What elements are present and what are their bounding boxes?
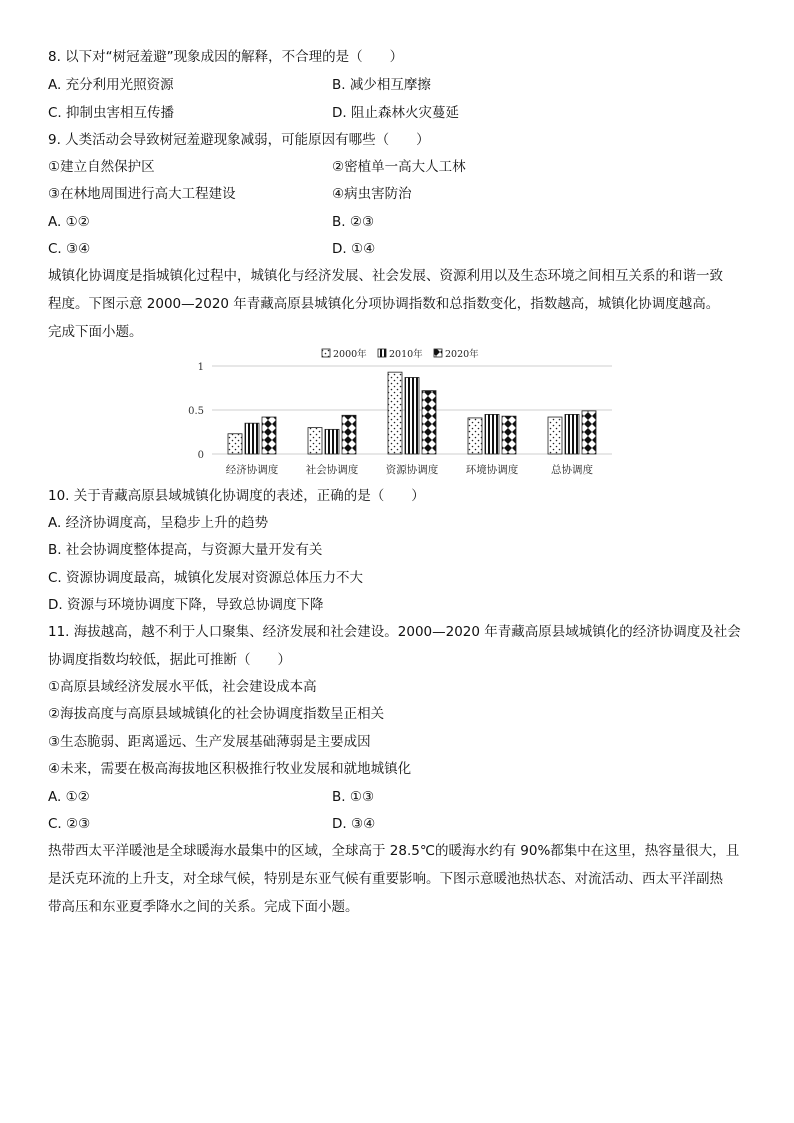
intro-warm-pool <box>48 837 748 921</box>
chart-x-axis <box>226 463 594 476</box>
q11-item-3: ③生态脆弱、距离遥远、生产发展基础薄弱是主要成因 <box>48 734 371 750</box>
intro-urbanization <box>48 262 748 346</box>
intro-urbanization-line-3: 完成下面小题。 <box>48 324 143 340</box>
intro-warm-pool-line-2: 是沃克环流的上升支，对全球气候，特别是东亚气候有重要影响。下图示意暖池热状态、对流活动、西太平洋副热 <box>48 871 723 887</box>
q9-item-2: ②密植单一高大人工林 <box>332 159 466 175</box>
q8-stem: 8. 以下对“树冠羞避”现象成因的解释，不合理的是（ ） <box>48 49 404 65</box>
bar-2010年-环境协调度 <box>485 414 499 454</box>
q11-stem <box>48 618 748 674</box>
x-category-label: 资源协调度 <box>385 464 439 476</box>
bar-2020年-资源协调度 <box>422 391 436 454</box>
q8-option-c: C. 抑制虫害相互传播 <box>48 105 175 121</box>
bar-2000年-总协调度 <box>548 417 562 454</box>
intro-warm-pool-line-1: 热带西太平洋暖池是全球暖海水最集中的区域，全球高于 28.5℃的暖海水约有 90%都集中在这里，热容量很大，且 <box>48 843 740 859</box>
intro-urbanization-line-1: 城镇化协调度是指城镇化过程中，城镇化与经济发展、社会发展、资源利用以及生态环境之间相互关系的和谐一致 <box>48 268 723 284</box>
y-tick-label: 1 <box>197 362 204 373</box>
intro-warm-pool-line-3: 带高压和东亚夏季降水之间的关系。完成下面小题。 <box>48 899 359 915</box>
bar-2010年-总协调度 <box>565 414 579 454</box>
x-category-label: 社会协调度 <box>305 464 359 476</box>
bar-2010年-社会协调度 <box>325 429 339 454</box>
chart-bars <box>228 372 596 454</box>
bar-2020年-社会协调度 <box>342 415 356 454</box>
q10-stem: 10. 关于青藏高原县域城镇化协调度的表述，正确的是（ ） <box>48 488 425 504</box>
q9-option-d: D. ①④ <box>332 241 376 257</box>
x-category-label: 总协调度 <box>551 464 593 476</box>
q10-option-c: C. 资源协调度最高，城镇化发展对资源总体压力不大 <box>48 570 364 586</box>
legend-label: 2020年 <box>445 349 479 360</box>
q11-stem-line-2: 协调度指数均较低，据此可推断（ ） <box>48 652 291 668</box>
q11-item-1: ①高原县域经济发展水平低，社会建设成本高 <box>48 679 317 695</box>
q9-option-c: C. ③④ <box>48 241 91 257</box>
q11-option-d: D. ③④ <box>332 816 376 832</box>
legend-swatch <box>378 349 386 357</box>
x-category-label: 经济协调度 <box>225 464 279 476</box>
q9-option-a: A. ①② <box>48 214 90 230</box>
y-tick-label: 0.5 <box>188 406 204 417</box>
legend-swatch <box>322 349 330 357</box>
q8-option-b: B. 减少相互摩擦 <box>332 77 431 93</box>
legend-label: 2000年 <box>333 349 367 360</box>
bar-2020年-经济协调度 <box>262 417 276 454</box>
q11-item-4: ④未来，需要在极高海拔地区积极推行牧业发展和就地城镇化 <box>48 761 412 777</box>
q8-option-d: D. 阻止森林火灾蔓延 <box>332 105 459 121</box>
q8-option-a: A. 充分利用光照资源 <box>48 77 174 93</box>
q9-item-1: ①建立自然保护区 <box>48 159 155 175</box>
q11-option-b: B. ①③ <box>332 789 375 805</box>
bar-2020年-总协调度 <box>582 411 596 454</box>
intro-urbanization-line-2: 程度。下图示意 2000—2020 年青藏高原县城镇化分项协调指数和总指数变化，指数越高，城镇化协调度越高。 <box>48 296 720 312</box>
q10-option-d: D. 资源与环境协调度下降，导致总协调度下降 <box>48 597 324 613</box>
q11-item-2: ②海拔高度与高原县域城镇化的社会协调度指数呈正相关 <box>48 706 385 722</box>
legend-swatch <box>434 349 442 357</box>
q9-stem: 9. 人类活动会导致树冠羞避现象减弱，可能原因有哪些（ ） <box>48 132 430 148</box>
legend-label: 2010年 <box>389 349 423 360</box>
bar-2000年-社会协调度 <box>308 428 322 454</box>
x-category-label: 环境协调度 <box>465 464 519 476</box>
q10-option-a: A. 经济协调度高，呈稳步上升的趋势 <box>48 515 269 531</box>
bar-2020年-环境协调度 <box>502 416 516 454</box>
q11-option-a: A. ①② <box>48 789 90 805</box>
chart-legend <box>322 348 479 360</box>
y-tick-label: 0 <box>197 450 204 461</box>
bar-2010年-经济协调度 <box>245 423 259 454</box>
coordination-index-chart <box>144 340 624 480</box>
q11-stem-line-1: 11. 海拔越高，越不利于人口聚集、经济发展和社会建设。2000—2020 年青藏高原县域城镇化的经济协调度及社会 <box>48 624 741 640</box>
q9-item-3: ③在林地周围进行高大工程建设 <box>48 186 236 202</box>
q11-option-c: C. ②③ <box>48 816 91 832</box>
bar-2000年-环境协调度 <box>468 418 482 454</box>
bar-2000年-经济协调度 <box>228 434 242 454</box>
q9-item-4: ④病虫害防治 <box>332 186 412 202</box>
q9-option-b: B. ②③ <box>332 214 375 230</box>
chart-y-axis <box>188 362 204 461</box>
bar-2010年-资源协调度 <box>405 377 419 454</box>
q10-option-b: B. 社会协调度整体提高，与资源大量开发有关 <box>48 542 323 558</box>
bar-2000年-资源协调度 <box>388 372 402 454</box>
